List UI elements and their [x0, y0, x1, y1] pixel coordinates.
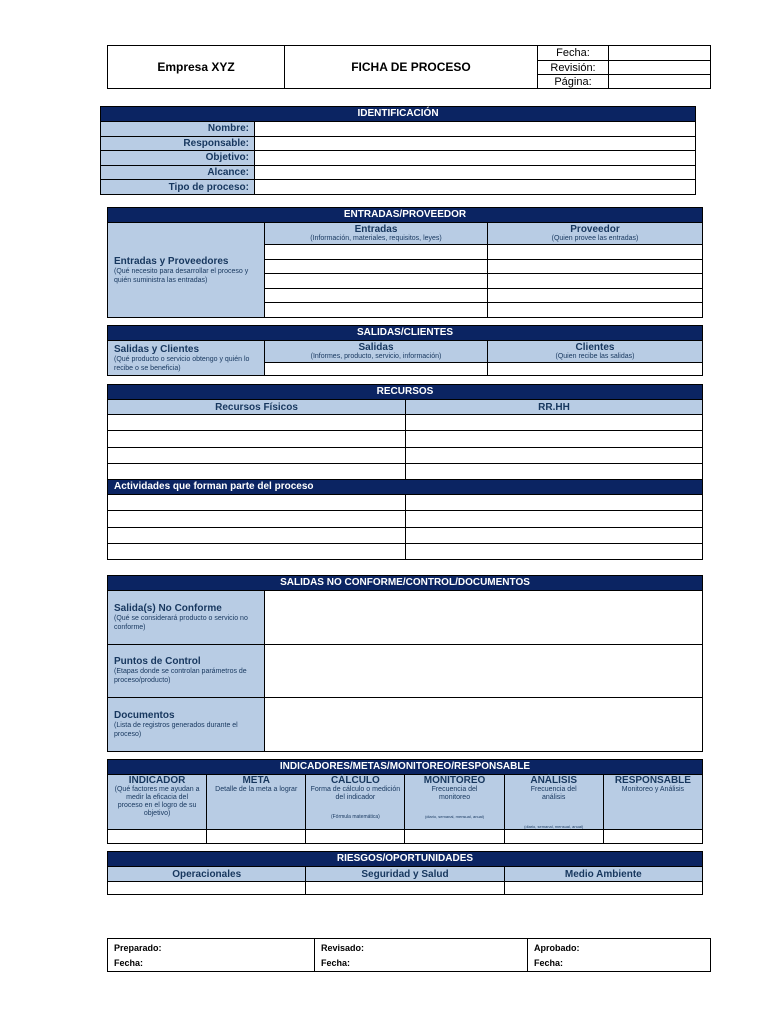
clientes-col-desc: (Quien recibe las salidas)	[555, 353, 635, 360]
meta-col-title: META	[242, 775, 271, 786]
meta-col-desc: Detalle de la meta a lograr	[215, 786, 298, 793]
revisado-label: Revisado:	[321, 942, 365, 953]
entradas-cell[interactable]	[265, 259, 488, 274]
monitoreo-col-title: MONITOREO	[423, 775, 486, 786]
preparado-fecha-label: Fecha:	[114, 957, 144, 968]
proveedor-col-header	[488, 223, 703, 245]
document-header	[107, 45, 711, 89]
field-label-objetivo: Objetivo:	[101, 151, 255, 166]
indicadores-section	[107, 759, 703, 844]
calculo-cell[interactable]	[306, 830, 405, 844]
documentos-desc: (Lista de registros generados durante el proceso)	[114, 722, 238, 739]
noconforme-section	[107, 575, 703, 752]
recursos-title: RECURSOS	[108, 385, 703, 400]
field-input-objetivo[interactable]	[255, 151, 696, 166]
rrhh-cell[interactable]	[406, 431, 703, 447]
riesgos-title: RIESGOS/OPORTUNIDADES	[108, 852, 703, 867]
actividad-cell[interactable]	[406, 495, 703, 511]
entradas-cell[interactable]	[265, 274, 488, 289]
indicador-cell[interactable]	[108, 830, 207, 844]
noconforme-input[interactable]	[265, 591, 703, 645]
medio-ambiente-cell[interactable]	[504, 882, 702, 895]
monitoreo-col-header	[405, 775, 504, 830]
seguridad-salud-header: Seguridad y Salud	[306, 867, 504, 882]
proveedor-cell[interactable]	[488, 288, 703, 303]
firmas-section	[107, 938, 711, 972]
actividad-cell[interactable]	[406, 543, 703, 559]
proveedor-col-title: Proveedor	[570, 224, 620, 235]
proveedor-cell[interactable]	[488, 303, 703, 318]
entradas-side-cell	[108, 223, 265, 318]
analisis-col-desc: Frecuencia del análisis	[530, 786, 577, 801]
entradas-col-desc: (Información, materiales, requisitos, leyes)	[310, 235, 442, 242]
salidas-title: SALIDAS/CLIENTES	[108, 326, 703, 341]
operacionales-header: Operacionales	[108, 867, 306, 882]
field-input-nombre[interactable]	[255, 122, 696, 137]
documentos-row-label-cell	[108, 698, 265, 752]
entradas-col-header	[265, 223, 488, 245]
salidas-col-desc: (Informes, producto, servicio, información)	[310, 353, 442, 360]
responsable-col-title: RESPONSABLE	[614, 775, 691, 786]
meta-cell[interactable]	[207, 830, 306, 844]
proveedor-cell[interactable]	[488, 274, 703, 289]
analisis-col-note: (diario, semanal, mensual, anual)	[524, 824, 584, 829]
clientes-col-header	[488, 341, 703, 363]
actividad-cell[interactable]	[108, 527, 406, 543]
identificacion-section	[100, 106, 696, 195]
entradas-section	[107, 207, 703, 318]
entradas-side-desc: (Qué necesito para desarrollar el proceso y quién suministra las entradas)	[114, 267, 249, 284]
actividades-title: Actividades que forman parte del proceso	[108, 480, 703, 495]
rrhh-cell[interactable]	[406, 415, 703, 431]
company-name: Empresa XYZ	[108, 46, 285, 89]
calculo-col-desc: Forma de cálculo o medición del indicador	[310, 786, 401, 801]
meta-value-pagina[interactable]	[609, 75, 711, 89]
field-input-alcance[interactable]	[255, 165, 696, 180]
aprobado-fecha-label: Fecha:	[534, 957, 564, 968]
analisis-col-header	[504, 775, 603, 830]
proveedor-cell[interactable]	[488, 245, 703, 260]
meta-label-revision: Revisión:	[538, 61, 609, 75]
operacionales-cell[interactable]	[108, 882, 306, 895]
rrhh-cell[interactable]	[406, 463, 703, 479]
proveedor-cell[interactable]	[488, 259, 703, 274]
recursos-fisicos-cell[interactable]	[108, 463, 406, 479]
seguridad-salud-cell[interactable]	[306, 882, 504, 895]
responsable-cell[interactable]	[603, 830, 702, 844]
meta-label-pagina: Página:	[538, 75, 609, 89]
control-input[interactable]	[265, 644, 703, 698]
aprobado-label: Aprobado:	[534, 942, 580, 953]
salidas-cell[interactable]	[265, 363, 488, 376]
salidas-col-title: Salidas	[358, 342, 394, 353]
salidas-side-cell	[108, 341, 265, 376]
noconforme-title: SALIDAS NO CONFORME/CONTROL/DOCUMENTOS	[108, 576, 703, 591]
rrhh-cell[interactable]	[406, 447, 703, 463]
rrhh-header: RR.HH	[406, 400, 703, 415]
preparado-cell[interactable]	[108, 939, 315, 972]
monitoreo-cell[interactable]	[405, 830, 504, 844]
clientes-cell[interactable]	[488, 363, 703, 376]
noconforme-label: Salida(s) No Conforme	[114, 602, 222, 614]
actividad-cell[interactable]	[406, 527, 703, 543]
actividad-cell[interactable]	[108, 511, 406, 527]
revisado-fecha-label: Fecha:	[321, 957, 351, 968]
identificacion-title: IDENTIFICACIÓN	[101, 107, 696, 122]
documentos-input[interactable]	[265, 698, 703, 752]
recursos-fisicos-header: Recursos Físicos	[108, 400, 406, 415]
recursos-fisicos-cell[interactable]	[108, 447, 406, 463]
meta-label-fecha: Fecha:	[538, 46, 609, 61]
proveedor-col-desc: (Quien provee las entradas)	[551, 235, 639, 242]
medio-ambiente-header: Medio Ambiente	[504, 867, 702, 882]
meta-value-revision[interactable]	[609, 61, 711, 75]
field-label-tipo-proceso: Tipo de proceso:	[101, 180, 255, 195]
recursos-section	[107, 384, 703, 560]
control-row-label-cell	[108, 644, 265, 698]
calculo-col-header	[306, 775, 405, 830]
field-label-nombre: Nombre:	[101, 122, 255, 137]
entradas-title: ENTRADAS/PROVEEDOR	[108, 208, 703, 223]
actividad-cell[interactable]	[406, 511, 703, 527]
calculo-col-title: CÁLCULO	[330, 775, 380, 786]
entradas-cell[interactable]	[265, 303, 488, 318]
meta-value-fecha[interactable]	[609, 46, 711, 61]
salidas-side-label: Salidas y Clientes	[114, 343, 200, 355]
salidas-side-desc: (Qué producto o servicio obtengo y quién lo recibe o se beneficia)	[114, 355, 250, 372]
document-title: FICHA DE PROCESO	[285, 46, 538, 89]
noconforme-row-label-cell	[108, 591, 265, 645]
clientes-col-title: Clientes	[575, 342, 615, 353]
control-desc: (Etapas donde se controlan parámetros de proceso/producto)	[114, 668, 247, 685]
entradas-cell[interactable]	[265, 288, 488, 303]
revisado-cell[interactable]	[315, 939, 528, 972]
meta-col-header	[207, 775, 306, 830]
indicador-col-header	[108, 775, 207, 830]
indicador-col-title: INDICADOR	[128, 775, 186, 786]
entradas-col-title: Entradas	[354, 224, 398, 235]
preparado-label: Preparado:	[114, 942, 162, 953]
calculo-col-note: (Fórmula matemática)	[330, 814, 380, 820]
responsable-col-header	[603, 775, 702, 830]
field-input-responsable[interactable]	[255, 136, 696, 151]
salidas-section	[107, 325, 703, 376]
salidas-col-header	[265, 341, 488, 363]
entradas-cell[interactable]	[265, 245, 488, 260]
indicador-col-desc: (Qué factores me ayudan a medir la eficacia del proceso en el logro de su objetivo)	[114, 786, 200, 817]
recursos-fisicos-cell[interactable]	[108, 415, 406, 431]
monitoreo-col-desc: Frecuencia del monitoreo	[431, 786, 478, 801]
riesgos-section	[107, 851, 703, 895]
responsable-col-desc: Monitoreo y Análisis	[621, 786, 685, 793]
field-input-tipo-proceso[interactable]	[255, 180, 696, 195]
analisis-cell[interactable]	[504, 830, 603, 844]
indicadores-title: INDICADORES/METAS/MONITOREO/RESPONSABLE	[108, 760, 703, 775]
recursos-fisicos-cell[interactable]	[108, 431, 406, 447]
aprobado-cell[interactable]	[528, 939, 711, 972]
actividad-cell[interactable]	[108, 495, 406, 511]
field-label-alcance: Alcance:	[101, 165, 255, 180]
noconforme-desc: (Qué se considerará producto o servicio no conforme)	[114, 614, 248, 631]
monitoreo-col-note: (diario, semanal, mensual, anual)	[424, 814, 485, 819]
analisis-col-title: ANÁLISIS	[530, 775, 578, 786]
control-label: Puntos de Control	[114, 656, 201, 668]
actividad-cell[interactable]	[108, 543, 406, 559]
entradas-side-label: Entradas y Proveedores	[114, 255, 229, 267]
field-label-responsable: Responsable:	[101, 136, 255, 151]
documentos-label: Documentos	[114, 710, 175, 722]
